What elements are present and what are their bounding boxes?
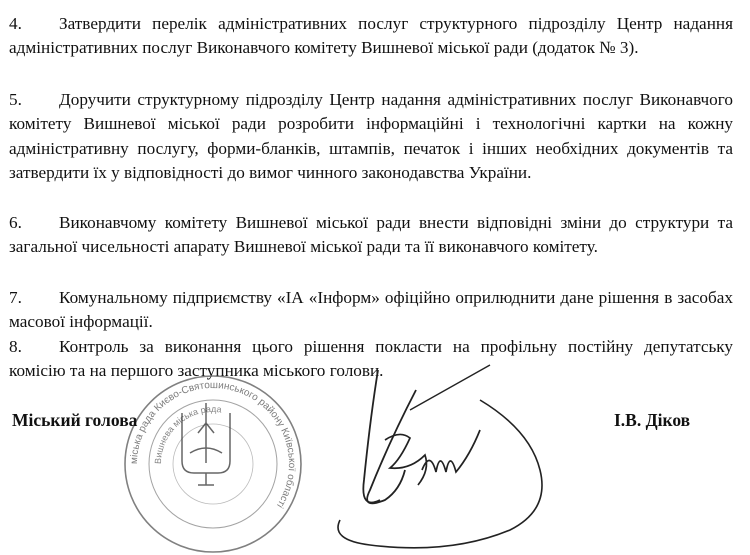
item-text: Доручити структурному підрозділу Центр надання адміністративних послуг Виконавчого комітету Вишневої міської ради розробити інформаційні і технологічні картки на кожну адміністративну послугу, форми-бланків, штампів, печаток і інших необхідних документів та затвердити їх у відповідності до вимог чинного законодавства України. bbox=[9, 90, 733, 183]
official-seal bbox=[118, 373, 308, 555]
item-text: Затвердити перелік адміністративних послуг структурного підрозділу Центр надання адміністративних послуг Виконавчого комітету Вишневої міської ради (додаток № 3). bbox=[9, 14, 733, 58]
item-text: Комунальному підприємству «ІА «Інформ» офіційно оприлюднити дане рішення в засобах масової інформації. bbox=[9, 288, 733, 332]
signatory-name: І.В. Діков bbox=[614, 410, 691, 430]
signatory-position: Міський голова bbox=[12, 410, 138, 430]
item-text: Контроль за виконання цього рішення покласти на профільну постійну депутатську комісію та на першого заступника міського голови. bbox=[9, 337, 733, 381]
item-number: 6. bbox=[9, 213, 22, 232]
item-number: 4. bbox=[9, 14, 22, 33]
item-number: 8. bbox=[9, 337, 22, 356]
list-item-6 bbox=[9, 211, 733, 260]
seal-inner-text: Вишнева міська рада bbox=[152, 403, 223, 465]
item-number: 7. bbox=[9, 288, 22, 307]
seal-outer-text: міська рада Києво-Святошинського району Київської області bbox=[128, 379, 298, 510]
item-number: 5. bbox=[9, 90, 22, 109]
list-item-4 bbox=[9, 12, 733, 61]
list-item-7 bbox=[9, 286, 733, 335]
trident-emblem-icon bbox=[182, 403, 230, 485]
svg-text:Вишнева міська рада bbox=[153, 404, 222, 464]
list-item-5 bbox=[9, 88, 733, 186]
handwritten-signature bbox=[330, 360, 630, 555]
item-text: Виконавчому комітету Вишневої міської ради внести відповідні зміни до структури та загальної чисельності апарату Вишневої міської ради та її виконавчого комітету. bbox=[9, 213, 733, 257]
